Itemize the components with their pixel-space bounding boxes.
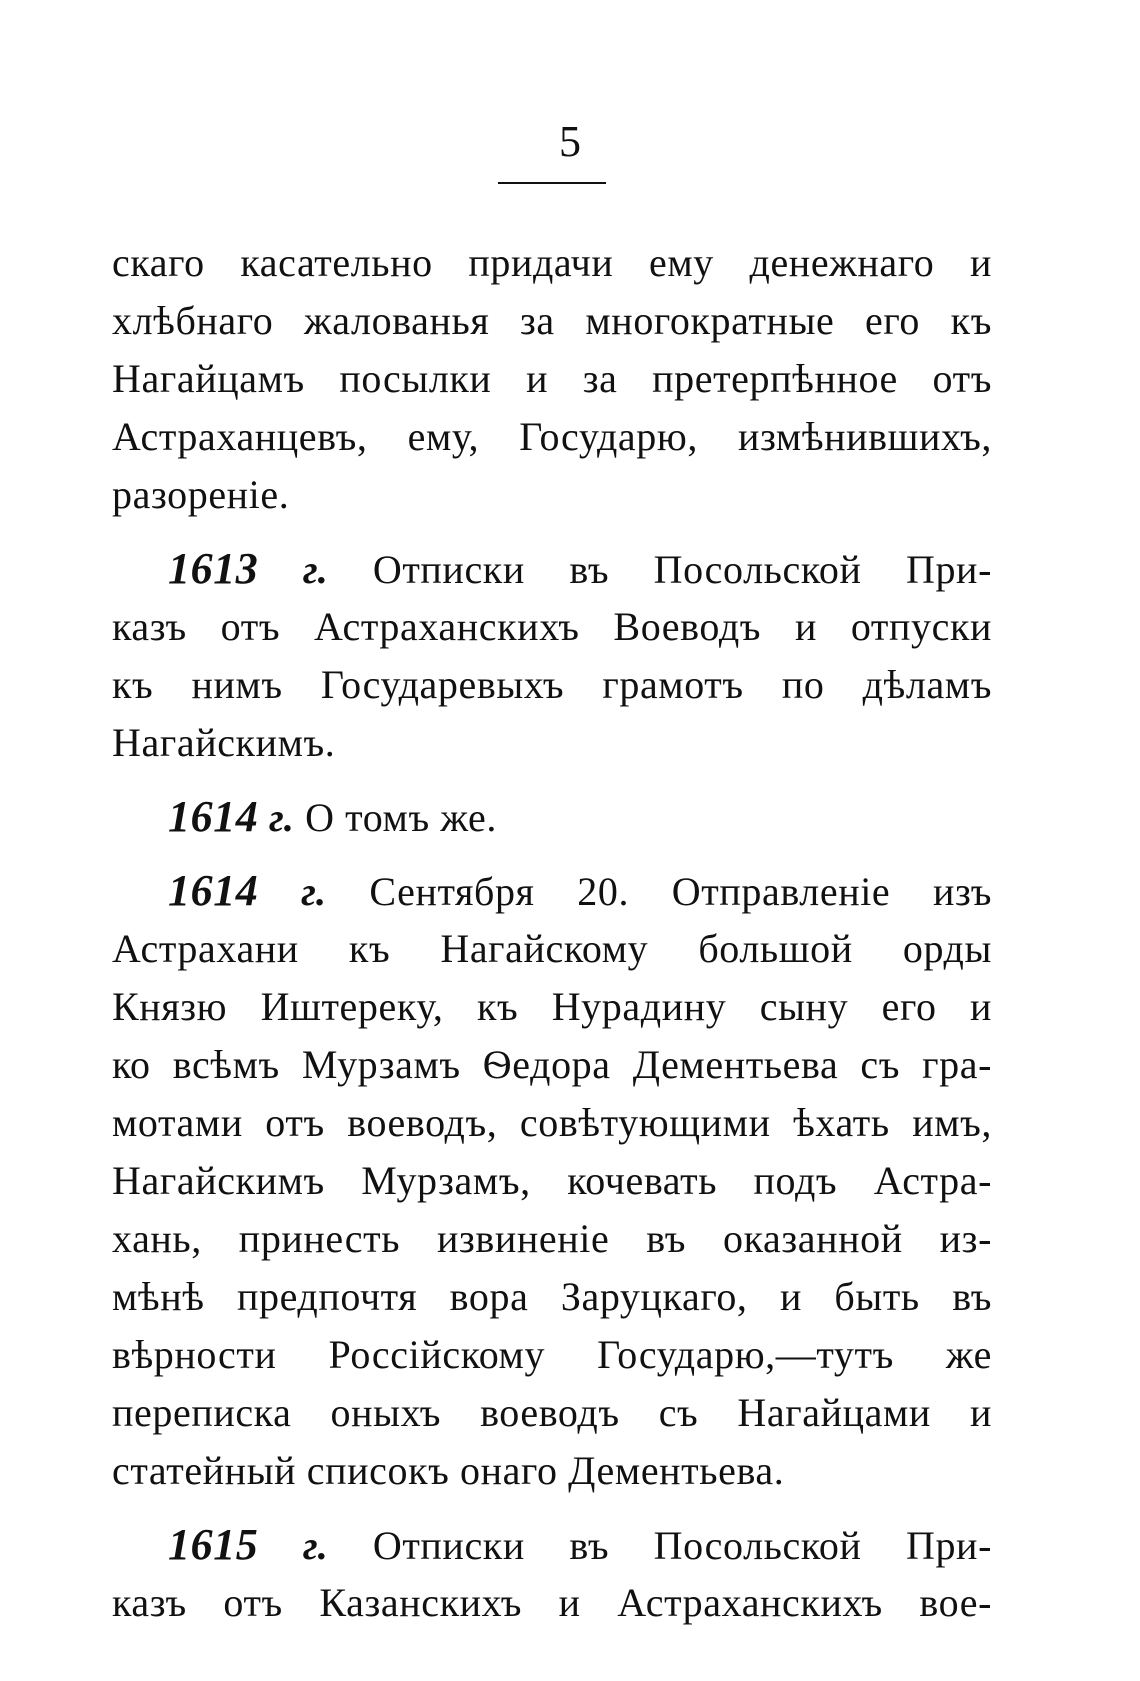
text-line: переписка оныхъ воеводъ съ Нагайцами и: [112, 1390, 992, 1435]
text-line: ко всѣмъ Мурзамъ Ѳедора Дементьева съ гра-: [112, 1042, 992, 1087]
year-abbrev: г.: [301, 869, 327, 914]
entry-1614-sept-first-line: [112, 862, 992, 920]
entry-year: 1615: [168, 1520, 259, 1569]
entry-year: 1613: [168, 544, 259, 593]
text-line: хлѣбнаго жалованья за многократные его къ: [112, 298, 992, 343]
text-line: мотами отъ воеводъ, совѣтующими ѣхать имъ,: [112, 1100, 992, 1145]
text-line: Князю Иштереку, къ Нурадину сыну его и: [112, 984, 992, 1029]
page-number: 5: [559, 117, 581, 166]
entry-1614-first-line: [112, 788, 992, 846]
year-abbrev: г.: [302, 547, 329, 592]
text-line: вѣрности Россійскому Государю,—тутъ же: [112, 1332, 992, 1377]
entry-text: Отписки въ Посольской При-: [372, 1523, 992, 1568]
entry-1615-first-line: [112, 1516, 992, 1574]
body-text: [112, 234, 992, 1632]
text-line: Астраханцевъ, ему, Государю, измѣнившихъ,: [112, 414, 992, 459]
text-line: къ нимъ Государевыхъ грамотъ по дѣламъ: [112, 662, 992, 707]
text-line: статейный списокъ онаго Дементьева.: [112, 1448, 785, 1493]
text-line: Астрахани къ Нагайскому большой орды: [112, 926, 992, 971]
text-line: Нагайскимъ Мурзамъ, кочевать подъ Астра-: [112, 1158, 992, 1203]
entry-year: 1614: [168, 866, 259, 915]
entry-1613-first-line: [112, 540, 992, 598]
text-line: казъ отъ Казанскихъ и Астраханскихъ вое-: [112, 1580, 992, 1625]
text-line: хань, принесть извиненіе въ оказанной из-: [112, 1216, 992, 1261]
entry-text: Сентября 20. Отправленіе изъ: [369, 869, 992, 914]
text-line: скаго касательно придачи ему денежнаго и: [112, 240, 992, 285]
header-rule: [498, 182, 606, 184]
year-abbrev: г.: [269, 795, 295, 840]
text-line: разореніе.: [112, 472, 290, 517]
entry-text: О томъ же.: [305, 795, 498, 840]
text-line: Нагайцамъ посылки и за претерпѣнное отъ: [112, 356, 992, 401]
entry-text: Отписки въ Посольской При-: [372, 547, 992, 592]
year-abbrev: г.: [302, 1523, 329, 1568]
text-line: Нагайскимъ.: [112, 720, 336, 765]
text-line: казъ отъ Астраханскихъ Воеводъ и отпуски: [112, 604, 992, 649]
text-line: мѣнѣ предпочтя вора Заруцкаго, и быть въ: [112, 1274, 992, 1319]
entry-year: 1614: [168, 792, 259, 841]
